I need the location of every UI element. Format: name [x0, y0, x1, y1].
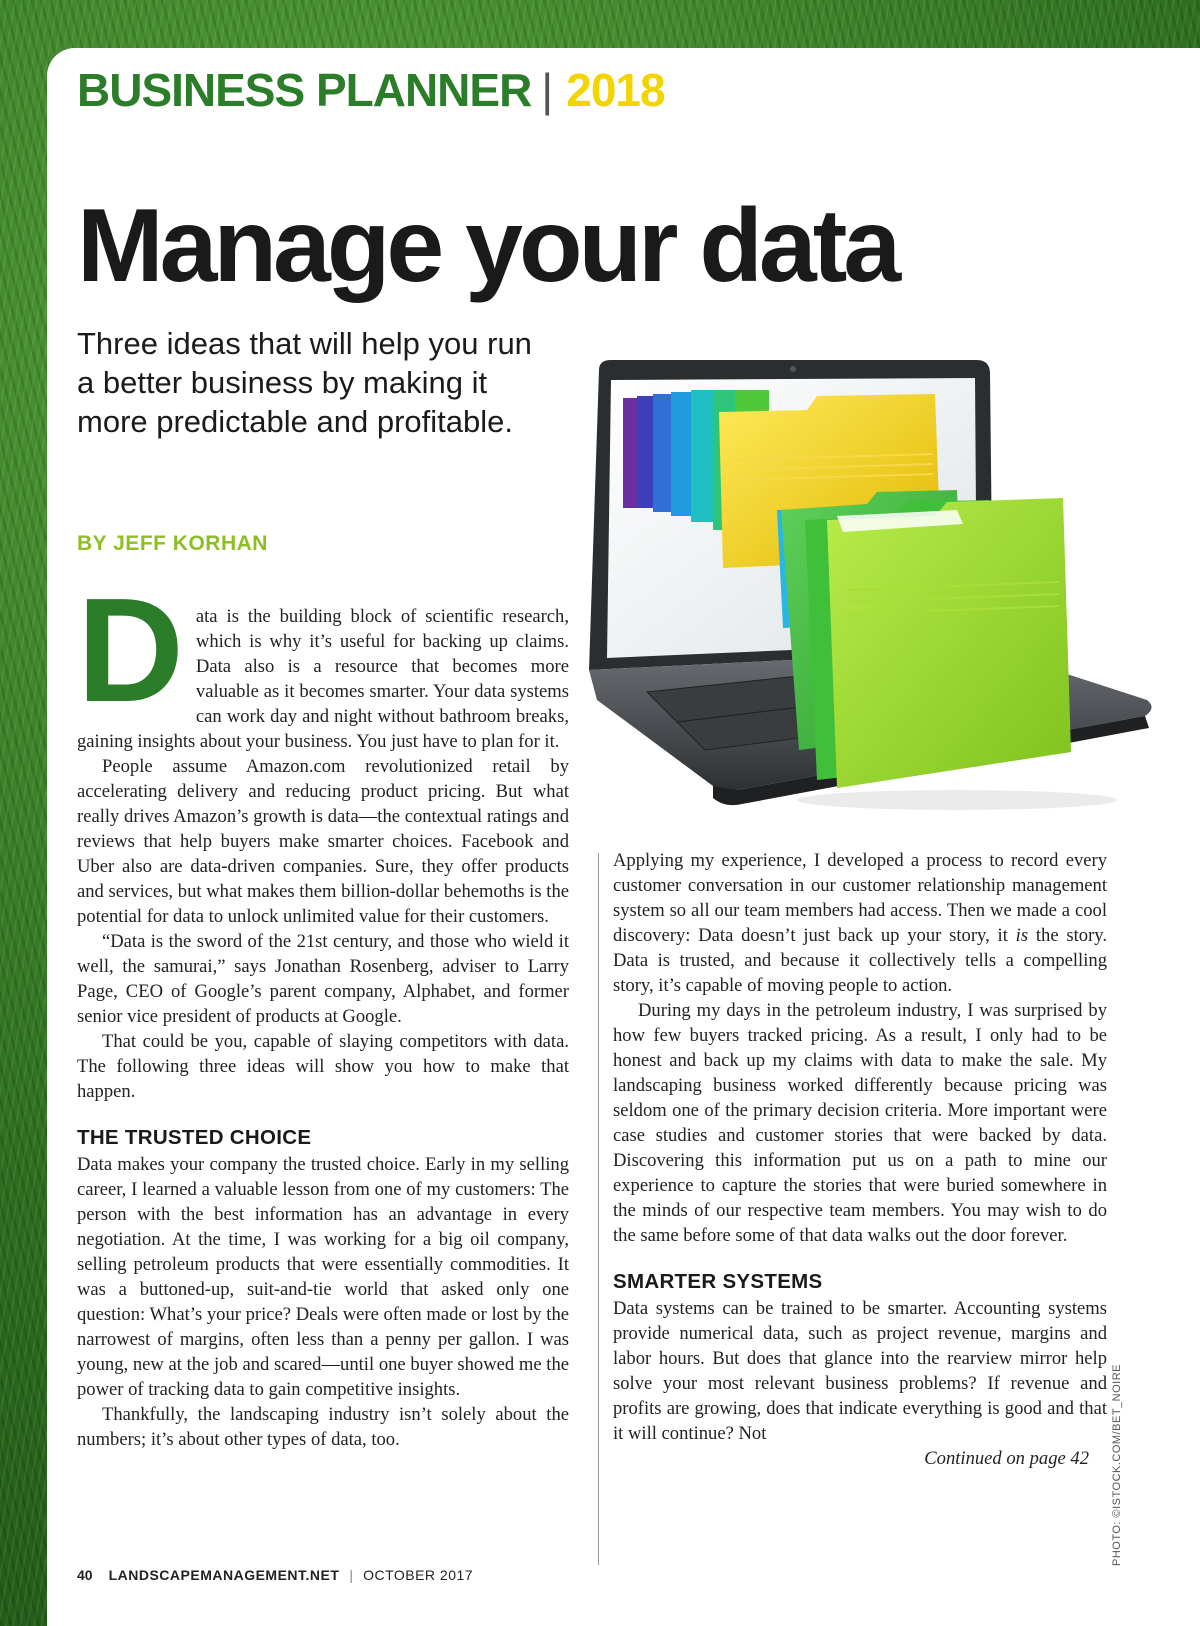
photo-credit: PHOTO: ©ISTOCK.COM/BET_NOIRE — [1111, 1363, 1123, 1566]
drop-cap: D — [77, 570, 184, 733]
paragraph-intro: ata is the building block of scientific research, which is why it’s useful for backing up claims. Data also is a resource that becomes more valuable as it becomes smarter. Your data systems can work day and night without bathroom breaks, gaining insights about your business. You just have to plan for it. — [77, 606, 569, 752]
article-deck: Three ideas that will help you run a better business by making it more predictable and profitable. — [77, 326, 532, 439]
laptop-folders-illustration — [537, 320, 1157, 860]
footer-date: OCTOBER 2017 — [363, 1567, 474, 1583]
paragraph-landscaping: Thankfully, the landscaping industry isn’t solely about the numbers; it’s about other types of data, too. — [77, 1404, 569, 1450]
subhead-smarter-systems: SMARTER SYSTEMS — [613, 1270, 823, 1293]
kicker-section-name: BUSINESS PLANNER — [77, 64, 532, 116]
paragraph-trusted-choice: Data makes your company the trusted choice. Early in my selling career, I learned a valuable lesson from one of my customers: The person with the best information has an advantage in every negotiation. At the time, I was working for a big oil company, selling petroleum products that were essentially commodities. It was a buttoned-up, suit-and-tie world that asked only one question: What’s your price? Deals were often made or lost by the narrowest of margins, often less than a penny per gallon. I was young, new at the job and scared—until one buyer showed me the power of tracking data to gain competitive insights. — [77, 1154, 569, 1400]
page-number: 40 — [77, 1567, 93, 1583]
kicker-separator: | — [541, 64, 553, 116]
column-divider — [598, 853, 599, 1565]
paragraph-transition: That could be you, capable of slaying competitors with data. The following three ideas will show you how to make that happen. — [77, 1031, 569, 1102]
paragraph-experience: Applying my experience, I developed a process to record every customer conversation in our customer relationship management system so all our team members had access. Then we made a cool discovery: Data doesn’t just back up your story, it is the story. Data is trusted, and because it collectively tells a compelling story, it’s capable of moving people to action. — [613, 850, 1108, 996]
kicker-year: 2018 — [566, 64, 665, 116]
paragraph-petroleum: During my days in the petroleum industry, I was surprised by how few buyers tracked pricing. As a result, I only had to be honest and back up my claims with data to make the sale. My landscaping business worked differently because pricing was seldom one of the primary decision criteria. More important were case studies and customer stories that were backed by data. Discovering this information put us on a path to mine our experience to capture the stories that were buried somewhere in the minds of our respective team members. You may wish to do the same before some of that data walks out the door forever. — [613, 1000, 1107, 1246]
paragraph-amazon: People assume Amazon.com revolutionized retail by accelerating delivery and reducing product pricing. But what really drives Amazon’s growth is data—the contextual ratings and reviews that help buyers make smarter choices. Facebook and Uber also are data-driven companies. Sure, they offer products and services, but what makes them billion-dollar behemoths is the potential for data to unlock unlimited value for their customers. — [77, 756, 569, 927]
page-footer — [77, 1567, 473, 1583]
paragraph-quote: “Data is the sword of the 21st century, and those who wield it well, the samurai,” says Jonathan Rosenberg, adviser to Larry Page, CEO of Google’s parent company, Alphabet, and former senior vice president of products at Google. — [77, 931, 569, 1027]
article-column-left — [77, 570, 569, 1452]
article-column-right — [613, 848, 1107, 1470]
footer-separator: | — [349, 1567, 354, 1583]
article-headline: Manage your data — [77, 188, 898, 304]
footer-site: LANDSCAPEMANAGEMENT.NET — [108, 1567, 340, 1583]
magazine-page — [47, 48, 1200, 1626]
section-kicker — [77, 62, 665, 118]
subhead-trusted-choice: THE TRUSTED CHOICE — [77, 1126, 312, 1149]
article-byline: BY JEFF KORHAN — [77, 532, 268, 555]
paragraph-smarter-systems: Data systems can be trained to be smarter. Accounting systems provide numerical data, such as project revenue, margins and labor hours. But does that glance into the rearview mirror help solve your most relevant business problems? If revenue and profits are growing, does that indicate everything is good and that it will continue? Not — [613, 1298, 1107, 1444]
continued-jump-line: Continued on page 42 — [924, 1448, 1089, 1469]
